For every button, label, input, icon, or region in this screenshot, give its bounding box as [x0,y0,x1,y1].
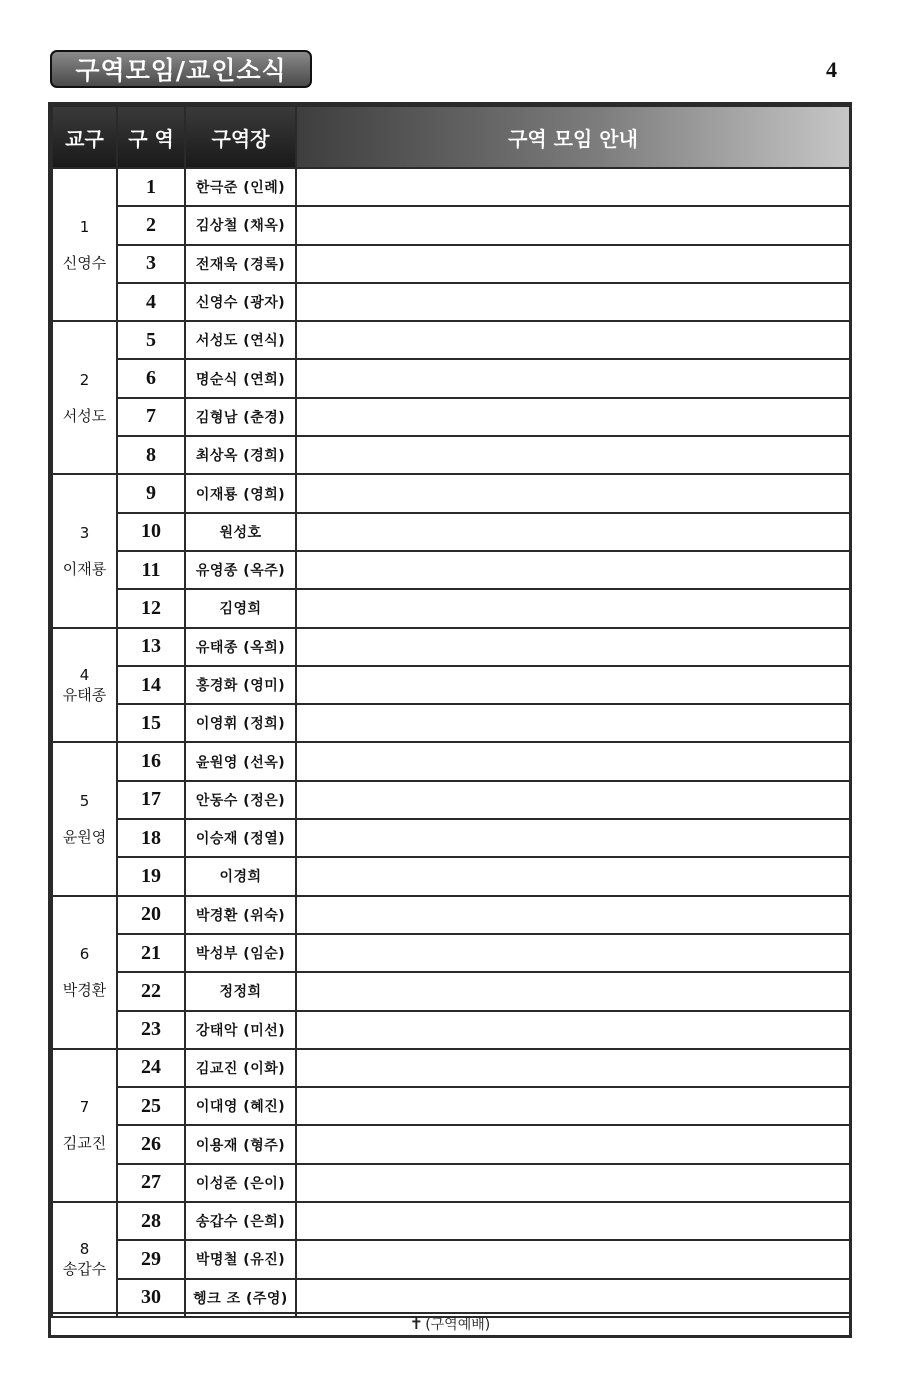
zone-leader: 전재욱 (경록) [185,245,296,283]
table-row [52,857,850,895]
meeting-notice-cell[interactable] [296,666,850,704]
zone-number: 7 [117,398,185,436]
meeting-notice-cell[interactable] [296,513,850,551]
zone-number: 9 [117,474,185,512]
table-row [52,1125,850,1163]
zone-leader: 김형남 (춘경) [185,398,296,436]
district-cell [52,168,117,321]
table-row [52,1164,850,1202]
zone-number: 17 [117,781,185,819]
table-row [52,1202,850,1240]
table-row [52,168,850,206]
footer-text: (구역예배) [425,1317,491,1333]
district-number: 8 [79,1240,90,1259]
table-body [52,168,850,1317]
header-district: 교구 [52,106,117,168]
meeting-notice-cell[interactable] [296,1164,850,1202]
table-row [52,245,850,283]
zone-leader: 유영종 (옥주) [185,551,296,589]
district-cell [52,321,117,474]
district-cell [52,1202,117,1317]
district-leader-name: 이재룡 [62,559,107,578]
table-row [52,1049,850,1087]
zone-leader: 이용재 (형주) [185,1125,296,1163]
table-row [52,972,850,1010]
zone-number: 29 [117,1240,185,1278]
zone-leader: 박성부 (임순) [185,934,296,972]
zone-leader: 윤원영 (선옥) [185,742,296,780]
meeting-notice-cell[interactable] [296,206,850,244]
zone-number: 22 [117,972,185,1010]
table-row [52,781,850,819]
zone-number: 21 [117,934,185,972]
meeting-notice-cell[interactable] [296,972,850,1010]
table-row [52,436,850,474]
zone-leader: 이재룡 (영희) [185,474,296,512]
zone-leader: 박명철 (유진) [185,1240,296,1278]
zone-number: 19 [117,857,185,895]
meeting-notice-cell[interactable] [296,283,850,321]
meeting-notice-cell[interactable] [296,1202,850,1240]
table-row [52,513,850,551]
table-footer [51,1312,849,1335]
district-number: 3 [79,523,90,542]
zone-leader: 유태종 (옥희) [185,628,296,666]
meeting-notice-cell[interactable] [296,436,850,474]
zone-number: 30 [117,1279,185,1317]
zone-number: 26 [117,1125,185,1163]
zone-number: 12 [117,589,185,627]
zone-leader: 박경환 (위숙) [185,896,296,934]
table-row [52,589,850,627]
table-row [52,704,850,742]
district-leader-name: 김교진 [62,1134,107,1153]
zone-leader: 안동수 (정은) [185,781,296,819]
zone-number: 25 [117,1087,185,1125]
meeting-notice-cell[interactable] [296,321,850,359]
table-row [52,359,850,397]
district-leader-name: 송갑수 [62,1260,107,1279]
zone-number: 20 [117,896,185,934]
table-row [52,742,850,780]
zone-leader: 홍경화 (영미) [185,666,296,704]
meeting-notice-cell[interactable] [296,704,850,742]
zone-number: 11 [117,551,185,589]
district-leader-name: 윤원영 [62,828,107,847]
meeting-notice-cell[interactable] [296,168,850,206]
page-number: 4 [826,57,837,82]
zone-number: 28 [117,1202,185,1240]
district-number: 5 [79,792,90,811]
table-row [52,1240,850,1278]
zone-number: 24 [117,1049,185,1087]
district-cell [52,742,117,895]
district-number: 7 [79,1098,90,1117]
header-leader: 구역장 [185,106,296,168]
table-row [52,283,850,321]
meeting-notice-cell[interactable] [296,398,850,436]
table-row [52,1087,850,1125]
meeting-notice-cell[interactable] [296,628,850,666]
table-row [52,474,850,512]
zone-leader: 이승재 (정열) [185,819,296,857]
district-cell [52,474,117,627]
zone-leader: 김상철 (채옥) [185,206,296,244]
zone-number: 5 [117,321,185,359]
district-leader-name: 유태종 [62,686,107,704]
zone-roster-sheet [48,102,852,1338]
zone-number: 2 [117,206,185,244]
zone-number: 23 [117,1011,185,1049]
district-number: 2 [79,370,90,389]
zone-leader: 정정희 [185,972,296,1010]
table-row [52,666,850,704]
zone-number: 10 [117,513,185,551]
table-row [52,1011,850,1049]
zone-number: 8 [117,436,185,474]
header-zone: 구 역 [117,106,185,168]
meeting-notice-cell[interactable] [296,819,850,857]
cross-icon: ✝ [409,1314,424,1333]
district-leader-name: 서성도 [62,406,107,425]
meeting-notice-cell[interactable] [296,896,850,934]
zone-number: 15 [117,704,185,742]
section-title-tab [50,50,312,88]
section-title: 구역모임/교인소식 [75,56,287,85]
meeting-notice-cell[interactable] [296,1087,850,1125]
zone-number: 13 [117,628,185,666]
table-row [52,321,850,359]
zone-number: 27 [117,1164,185,1202]
meeting-notice-cell[interactable] [296,589,850,627]
meeting-notice-cell[interactable] [296,359,850,397]
meeting-notice-cell[interactable] [296,1049,850,1087]
zone-leader: 김교진 (이화) [185,1049,296,1087]
zone-leader: 신영수 (광자) [185,283,296,321]
district-number: 1 [79,217,90,236]
meeting-notice-cell[interactable] [296,474,850,512]
zone-leader: 최상옥 (경희) [185,436,296,474]
meeting-notice-cell[interactable] [296,742,850,780]
district-cell [52,628,117,743]
header-meeting-notice: 구역 모임 안내 [296,106,850,168]
table-header-row [52,106,850,168]
zone-number: 3 [117,245,185,283]
meeting-notice-cell[interactable] [296,1240,850,1278]
district-number: 6 [79,945,90,964]
meeting-notice-cell[interactable] [296,1125,850,1163]
zone-roster-table [51,105,851,1318]
district-cell [52,896,117,1049]
table-row [52,398,850,436]
meeting-notice-cell[interactable] [296,245,850,283]
meeting-notice-cell[interactable] [296,551,850,589]
zone-leader: 이영휘 (정희) [185,704,296,742]
zone-leader: 명순식 (연희) [185,359,296,397]
zone-leader: 헹크 조 (주영) [185,1279,296,1317]
meeting-notice-cell[interactable] [296,781,850,819]
zone-leader: 원성호 [185,513,296,551]
table-row [52,934,850,972]
meeting-notice-cell[interactable] [296,1011,850,1049]
zone-leader: 김영희 [185,589,296,627]
district-cell [52,1049,117,1202]
zone-leader: 강태악 (미선) [185,1011,296,1049]
zone-number: 4 [117,283,185,321]
table-row [52,551,850,589]
zone-leader: 한극준 (인례) [185,168,296,206]
district-number: 4 [79,666,90,684]
zone-leader: 이경희 [185,857,296,895]
district-leader-name: 신영수 [62,253,107,272]
district-leader-name: 박경환 [62,981,107,1000]
table-row [52,896,850,934]
meeting-notice-cell[interactable] [296,857,850,895]
zone-number: 18 [117,819,185,857]
zone-number: 6 [117,359,185,397]
zone-leader: 이성준 (은이) [185,1164,296,1202]
zone-number: 16 [117,742,185,780]
zone-number: 14 [117,666,185,704]
meeting-notice-cell[interactable] [296,934,850,972]
zone-leader: 송갑수 (은희) [185,1202,296,1240]
table-row [52,628,850,666]
zone-leader: 이대영 (혜진) [185,1087,296,1125]
table-row [52,206,850,244]
zone-leader: 서성도 (연식) [185,321,296,359]
table-row [52,819,850,857]
zone-number: 1 [117,168,185,206]
